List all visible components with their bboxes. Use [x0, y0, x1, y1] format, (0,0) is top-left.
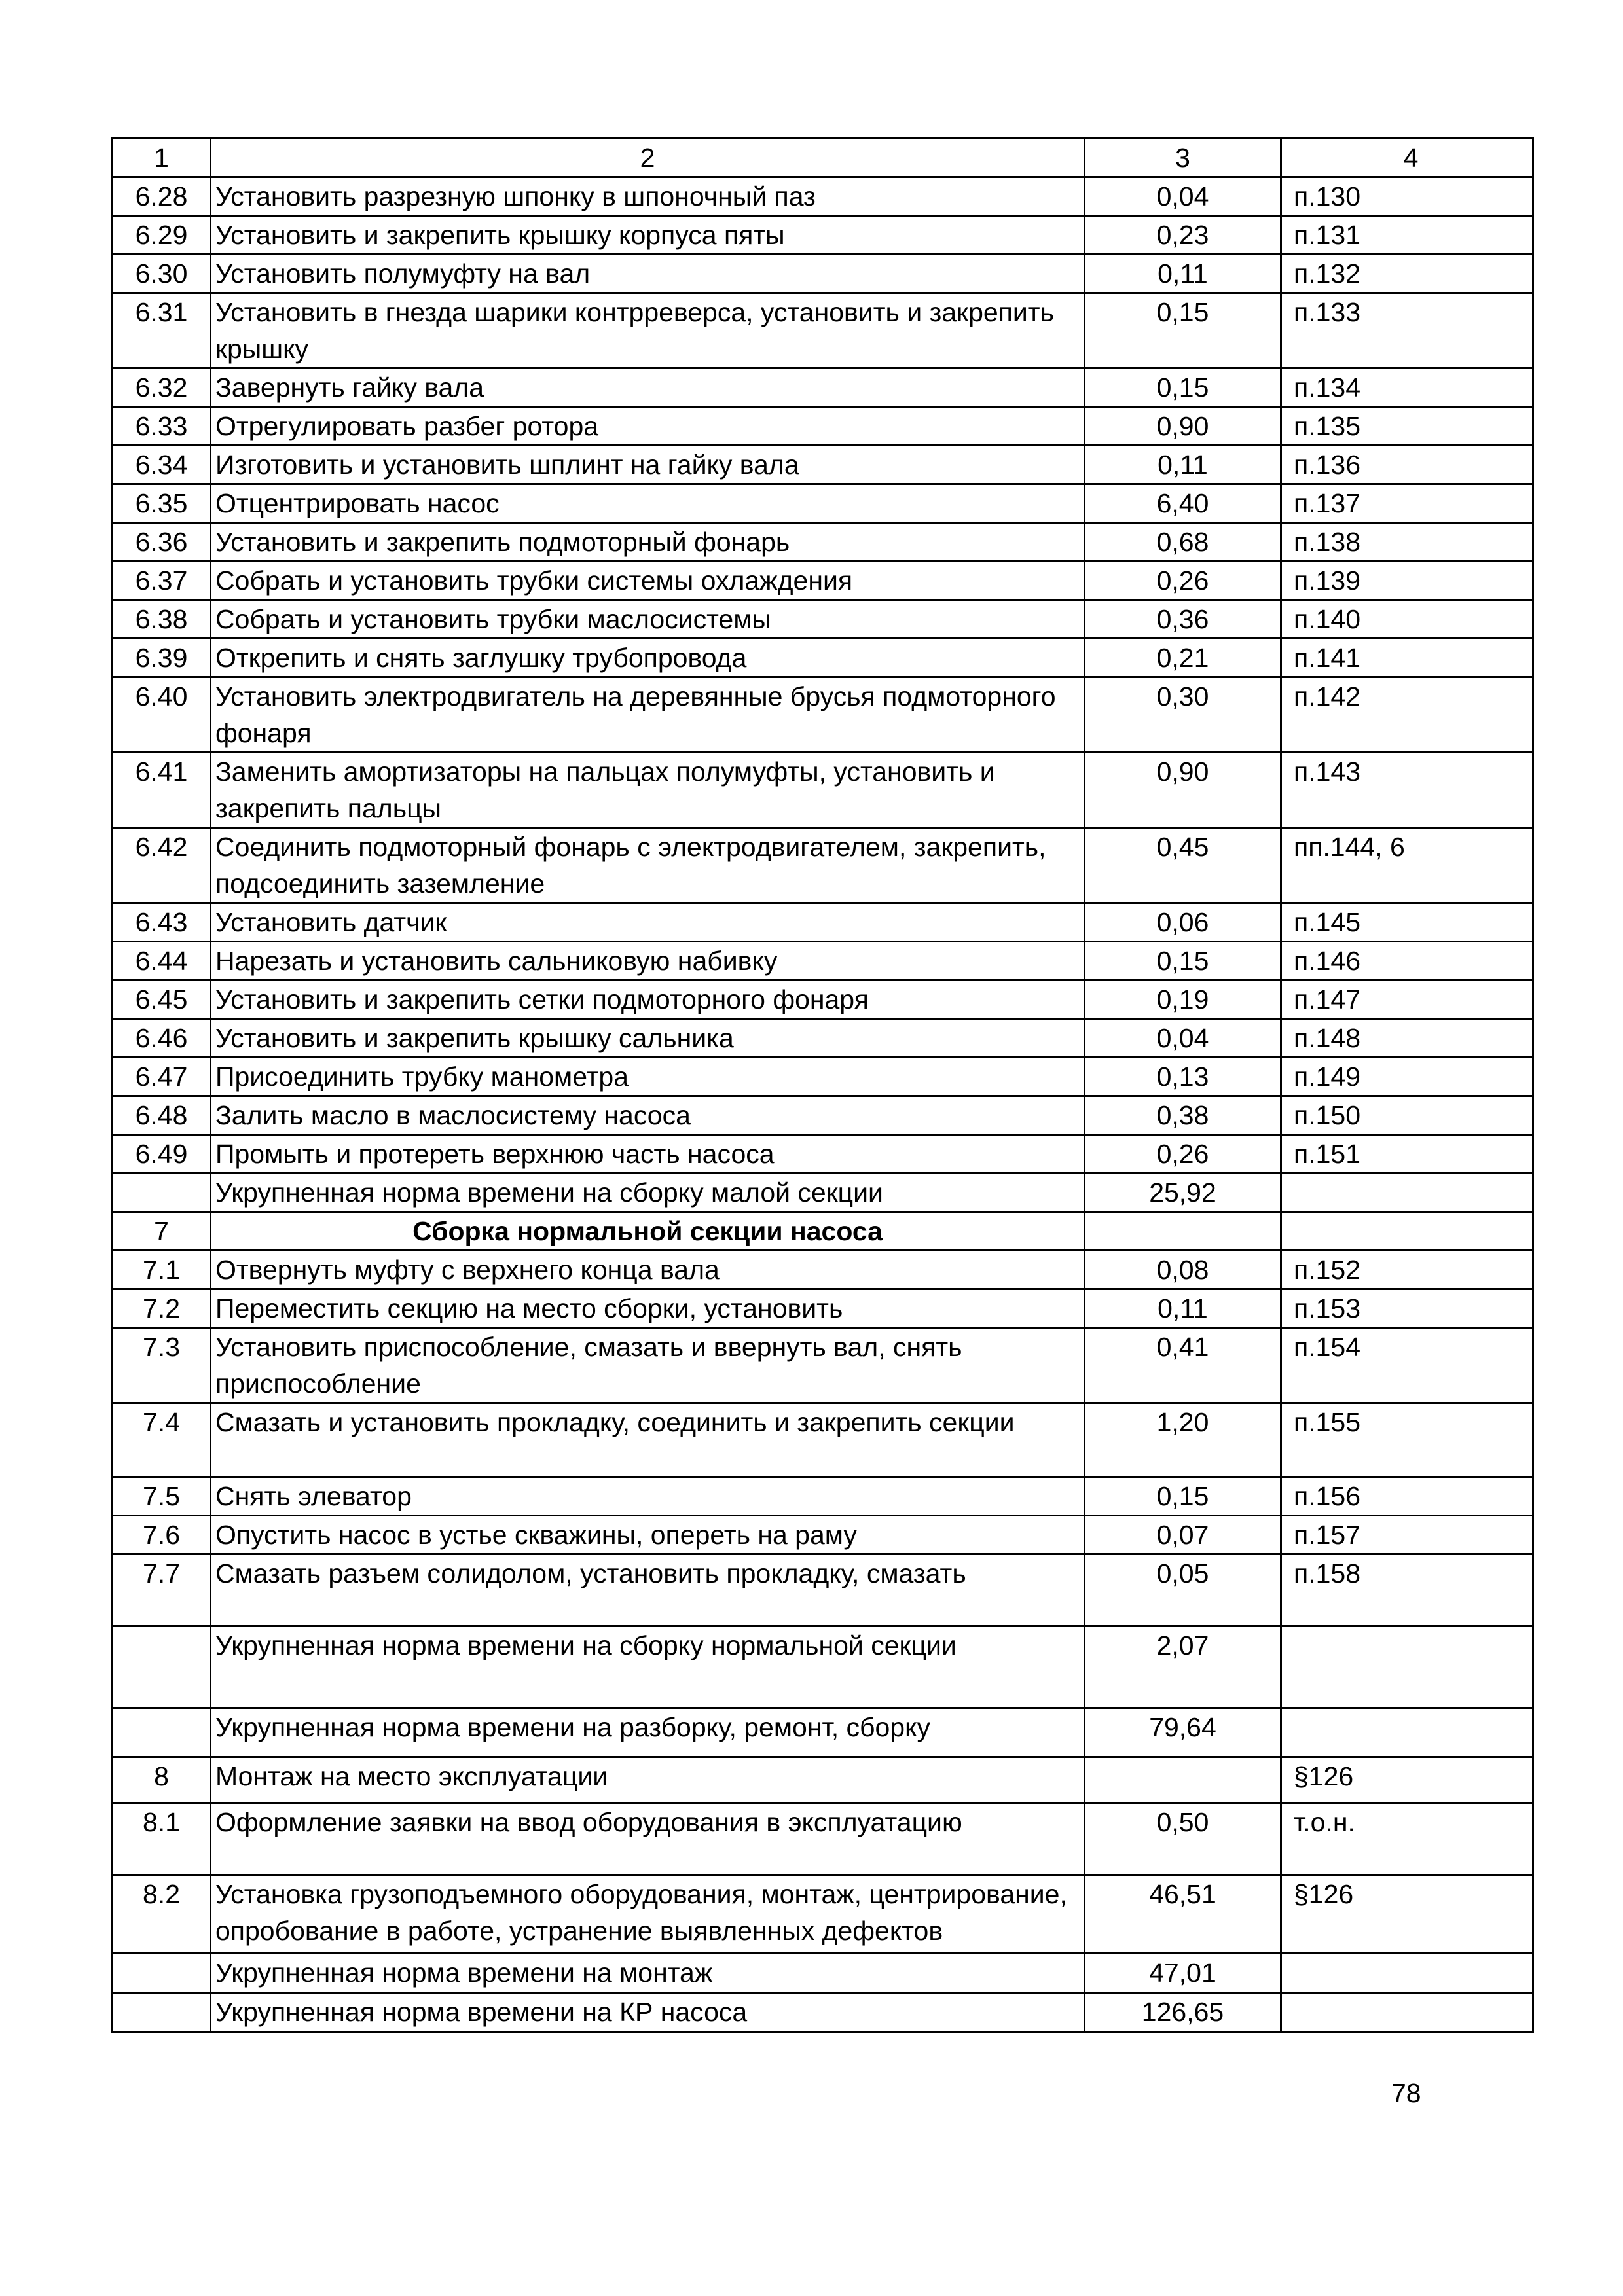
row-description: Смазать и установить прокладку, соединить и закрепить секции: [211, 1403, 1085, 1477]
row-number: 8: [113, 1757, 211, 1803]
row-value: 0,41: [1085, 1328, 1281, 1403]
row-number: 6.42: [113, 828, 211, 903]
row-reference: п.134: [1281, 368, 1533, 407]
row-number: 6.46: [113, 1019, 211, 1058]
table-row: [113, 1757, 1533, 1803]
row-reference: п.132: [1281, 255, 1533, 293]
row-number: 6.38: [113, 600, 211, 639]
row-description: Опустить насос в устье скважины, опереть на раму: [211, 1516, 1085, 1554]
row-number: 7.3: [113, 1328, 211, 1403]
row-description: Собрать и установить трубки маслосистемы: [211, 600, 1085, 639]
table-row: [113, 1403, 1533, 1477]
row-description: Открепить и снять заглушку трубопровода: [211, 639, 1085, 677]
row-number: 7.1: [113, 1251, 211, 1289]
row-description: Присоединить трубку манометра: [211, 1058, 1085, 1096]
row-reference: п.143: [1281, 753, 1533, 828]
table-row: [113, 828, 1533, 903]
table-row: [113, 753, 1533, 828]
row-reference: п.145: [1281, 903, 1533, 942]
row-number: 8.2: [113, 1875, 211, 1954]
table-row: [113, 1328, 1533, 1403]
row-description: Укрупненная норма времени на сборку нормальной секции: [211, 1626, 1085, 1708]
row-reference: п.158: [1281, 1554, 1533, 1626]
row-number: 6.43: [113, 903, 211, 942]
row-description: Установить и закрепить подмоторный фонарь: [211, 523, 1085, 562]
row-value: 47,01: [1085, 1954, 1281, 1993]
table-row: [113, 1019, 1533, 1058]
row-number: 6.44: [113, 942, 211, 980]
total-row: [113, 1993, 1533, 2032]
table-row: [113, 1477, 1533, 1516]
row-description: Установить разрезную шпонку в шпоночный паз: [211, 177, 1085, 216]
row-number: 7.6: [113, 1516, 211, 1554]
table-row: [113, 1096, 1533, 1135]
row-reference: §126: [1281, 1875, 1533, 1954]
row-reference: [1281, 1174, 1533, 1212]
table-row: [113, 1554, 1533, 1626]
row-value: 0,04: [1085, 1019, 1281, 1058]
row-value: 0,13: [1085, 1058, 1281, 1096]
total-row: [113, 1954, 1533, 1993]
row-description: Сборка нормальной секции насоса: [211, 1212, 1085, 1251]
row-reference: п.156: [1281, 1477, 1533, 1516]
table-row: [113, 216, 1533, 255]
row-value: [1085, 1212, 1281, 1251]
row-description: Установить в гнезда шарики контрреверса, установить и закрепить крышку: [211, 293, 1085, 368]
row-number: 7.4: [113, 1403, 211, 1477]
row-reference: §126: [1281, 1757, 1533, 1803]
row-value: 6,40: [1085, 484, 1281, 523]
row-number: 8.1: [113, 1803, 211, 1875]
row-value: 0,08: [1085, 1251, 1281, 1289]
section-row: [113, 1212, 1533, 1251]
row-number: 6.33: [113, 407, 211, 446]
row-value: 79,64: [1085, 1708, 1281, 1757]
row-number: 7.7: [113, 1554, 211, 1626]
row-number: 6.34: [113, 446, 211, 484]
row-description: Установить полумуфту на вал: [211, 255, 1085, 293]
row-description: Оформление заявки на ввод оборудования в эксплуатацию: [211, 1803, 1085, 1875]
row-reference: [1281, 1708, 1533, 1757]
row-number: 6.49: [113, 1135, 211, 1174]
row-number: 7: [113, 1212, 211, 1251]
row-reference: п.136: [1281, 446, 1533, 484]
row-description: Промыть и протереть верхнюю часть насоса: [211, 1135, 1085, 1174]
row-value: 0,06: [1085, 903, 1281, 942]
table-body: [113, 139, 1533, 2032]
row-description: Отрегулировать разбег ротора: [211, 407, 1085, 446]
row-description: Укрупненная норма времени на сборку малой секции: [211, 1174, 1085, 1212]
row-reference: п.138: [1281, 523, 1533, 562]
row-reference: п.139: [1281, 562, 1533, 600]
row-description: Залить масло в маслосистему насоса: [211, 1096, 1085, 1135]
table-row: [113, 293, 1533, 368]
row-reference: [1281, 1954, 1533, 1993]
row-reference: п.157: [1281, 1516, 1533, 1554]
row-number: 6.45: [113, 980, 211, 1019]
row-reference: пп.144, 6: [1281, 828, 1533, 903]
row-value: 0,11: [1085, 1289, 1281, 1328]
table-row: [113, 562, 1533, 600]
row-description: Установить приспособление, смазать и ввернуть вал, снять приспособление: [211, 1328, 1085, 1403]
total-row: [113, 1174, 1533, 1212]
row-description: Отцентрировать насос: [211, 484, 1085, 523]
row-reference: п.141: [1281, 639, 1533, 677]
row-reference: п.140: [1281, 600, 1533, 639]
header-col-3: 3: [1085, 139, 1281, 177]
table-row: [113, 677, 1533, 753]
row-value: 2,07: [1085, 1626, 1281, 1708]
total-row: [113, 1626, 1533, 1708]
row-description: Установить датчик: [211, 903, 1085, 942]
row-number: 6.40: [113, 677, 211, 753]
total-row: [113, 1708, 1533, 1757]
row-reference: п.137: [1281, 484, 1533, 523]
row-value: 0,38: [1085, 1096, 1281, 1135]
row-description: Изготовить и установить шплинт на гайку вала: [211, 446, 1085, 484]
row-value: 0,26: [1085, 562, 1281, 600]
table-row: [113, 903, 1533, 942]
table-row: [113, 484, 1533, 523]
row-description: Монтаж на место эксплуатации: [211, 1757, 1085, 1803]
row-reference: п.154: [1281, 1328, 1533, 1403]
row-value: 0,45: [1085, 828, 1281, 903]
row-description: Нарезать и установить сальниковую набивку: [211, 942, 1085, 980]
row-reference: п.155: [1281, 1403, 1533, 1477]
row-description: Смазать разъем солидолом, установить прокладку, смазать: [211, 1554, 1085, 1626]
row-reference: п.149: [1281, 1058, 1533, 1096]
row-number: 6.37: [113, 562, 211, 600]
table-row: [113, 1289, 1533, 1328]
row-value: 0,68: [1085, 523, 1281, 562]
row-value: 1,20: [1085, 1403, 1281, 1477]
row-description: Переместить секцию на место сборки, установить: [211, 1289, 1085, 1328]
row-value: 0,23: [1085, 216, 1281, 255]
table-row: [113, 1875, 1533, 1954]
row-reference: п.135: [1281, 407, 1533, 446]
row-description: Отвернуть муфту с верхнего конца вала: [211, 1251, 1085, 1289]
row-value: 25,92: [1085, 1174, 1281, 1212]
row-reference: п.152: [1281, 1251, 1533, 1289]
table-row: [113, 1803, 1533, 1875]
row-number: 6.47: [113, 1058, 211, 1096]
row-reference: п.147: [1281, 980, 1533, 1019]
row-description: Укрупненная норма времени на КР насоса: [211, 1993, 1085, 2032]
row-reference: [1281, 1626, 1533, 1708]
row-number: 6.48: [113, 1096, 211, 1135]
row-description: Установить и закрепить крышку корпуса пяты: [211, 216, 1085, 255]
row-description: Соединить подмоторный фонарь с электродвигателем, закрепить, подсоединить заземление: [211, 828, 1085, 903]
row-number: [113, 1954, 211, 1993]
row-number: 6.41: [113, 753, 211, 828]
row-reference: п.151: [1281, 1135, 1533, 1174]
row-description: Завернуть гайку вала: [211, 368, 1085, 407]
row-number: 6.32: [113, 368, 211, 407]
row-description: Заменить амортизаторы на пальцах полумуфты, установить и закрепить пальцы: [211, 753, 1085, 828]
row-number: 7.5: [113, 1477, 211, 1516]
table-row: [113, 980, 1533, 1019]
header-col-1: 1: [113, 139, 211, 177]
row-number: 6.35: [113, 484, 211, 523]
row-number: 6.36: [113, 523, 211, 562]
row-reference: п.148: [1281, 1019, 1533, 1058]
row-description: Собрать и установить трубки системы охлаждения: [211, 562, 1085, 600]
row-value: 0,07: [1085, 1516, 1281, 1554]
row-value: 0,36: [1085, 600, 1281, 639]
row-value: 0,11: [1085, 255, 1281, 293]
row-value: 0,04: [1085, 177, 1281, 216]
row-reference: п.146: [1281, 942, 1533, 980]
table-row: [113, 368, 1533, 407]
row-value: 0,26: [1085, 1135, 1281, 1174]
row-reference: т.о.н.: [1281, 1803, 1533, 1875]
table-row: [113, 523, 1533, 562]
table-row: [113, 1251, 1533, 1289]
row-number: 6.28: [113, 177, 211, 216]
table-row: [113, 255, 1533, 293]
row-description: Снять элеватор: [211, 1477, 1085, 1516]
table-row: [113, 942, 1533, 980]
row-number: 6.39: [113, 639, 211, 677]
table-row: [113, 639, 1533, 677]
row-number: 6.29: [113, 216, 211, 255]
row-reference: п.150: [1281, 1096, 1533, 1135]
row-value: 0,21: [1085, 639, 1281, 677]
row-reference: п.131: [1281, 216, 1533, 255]
table-row: [113, 1135, 1533, 1174]
row-value: 0,90: [1085, 753, 1281, 828]
header-col-4: 4: [1281, 139, 1533, 177]
row-value: 0,15: [1085, 293, 1281, 368]
row-description: Установить электродвигатель на деревянные брусья подмоторного фонаря: [211, 677, 1085, 753]
page-number: 78: [1391, 2078, 1421, 2108]
row-value: 0,05: [1085, 1554, 1281, 1626]
row-description: Укрупненная норма времени на разборку, ремонт, сборку: [211, 1708, 1085, 1757]
table-row: [113, 446, 1533, 484]
row-reference: п.130: [1281, 177, 1533, 216]
row-value: 0,15: [1085, 942, 1281, 980]
table-row: [113, 600, 1533, 639]
row-value: 0,50: [1085, 1803, 1281, 1875]
row-reference: [1281, 1993, 1533, 2032]
row-description: Установить и закрепить крышку сальника: [211, 1019, 1085, 1058]
table-row: [113, 177, 1533, 216]
row-number: [113, 1174, 211, 1212]
row-number: [113, 1708, 211, 1757]
row-description: Укрупненная норма времени на монтаж: [211, 1954, 1085, 1993]
row-description: Установка грузоподъемного оборудования, монтаж, центрирование, опробование в работе, устранение выявленных дефектов: [211, 1875, 1085, 1954]
row-value: 0,15: [1085, 1477, 1281, 1516]
row-value: 46,51: [1085, 1875, 1281, 1954]
row-value: 0,15: [1085, 368, 1281, 407]
row-reference: п.142: [1281, 677, 1533, 753]
row-reference: п.133: [1281, 293, 1533, 368]
row-value: 0,30: [1085, 677, 1281, 753]
table-row: [113, 1516, 1533, 1554]
row-number: 6.30: [113, 255, 211, 293]
header-col-2: 2: [211, 139, 1085, 177]
row-reference: п.153: [1281, 1289, 1533, 1328]
row-number: [113, 1626, 211, 1708]
row-value: [1085, 1757, 1281, 1803]
table-row: [113, 407, 1533, 446]
row-value: 0,11: [1085, 446, 1281, 484]
row-value: 126,65: [1085, 1993, 1281, 2032]
row-number: [113, 1993, 211, 2032]
row-number: 7.2: [113, 1289, 211, 1328]
row-number: 6.31: [113, 293, 211, 368]
row-value: 0,90: [1085, 407, 1281, 446]
row-value: 0,19: [1085, 980, 1281, 1019]
row-reference: [1281, 1212, 1533, 1251]
table-header-row: [113, 139, 1533, 177]
norms-table: [111, 137, 1534, 2033]
row-description: Установить и закрепить сетки подмоторного фонаря: [211, 980, 1085, 1019]
table-row: [113, 1058, 1533, 1096]
